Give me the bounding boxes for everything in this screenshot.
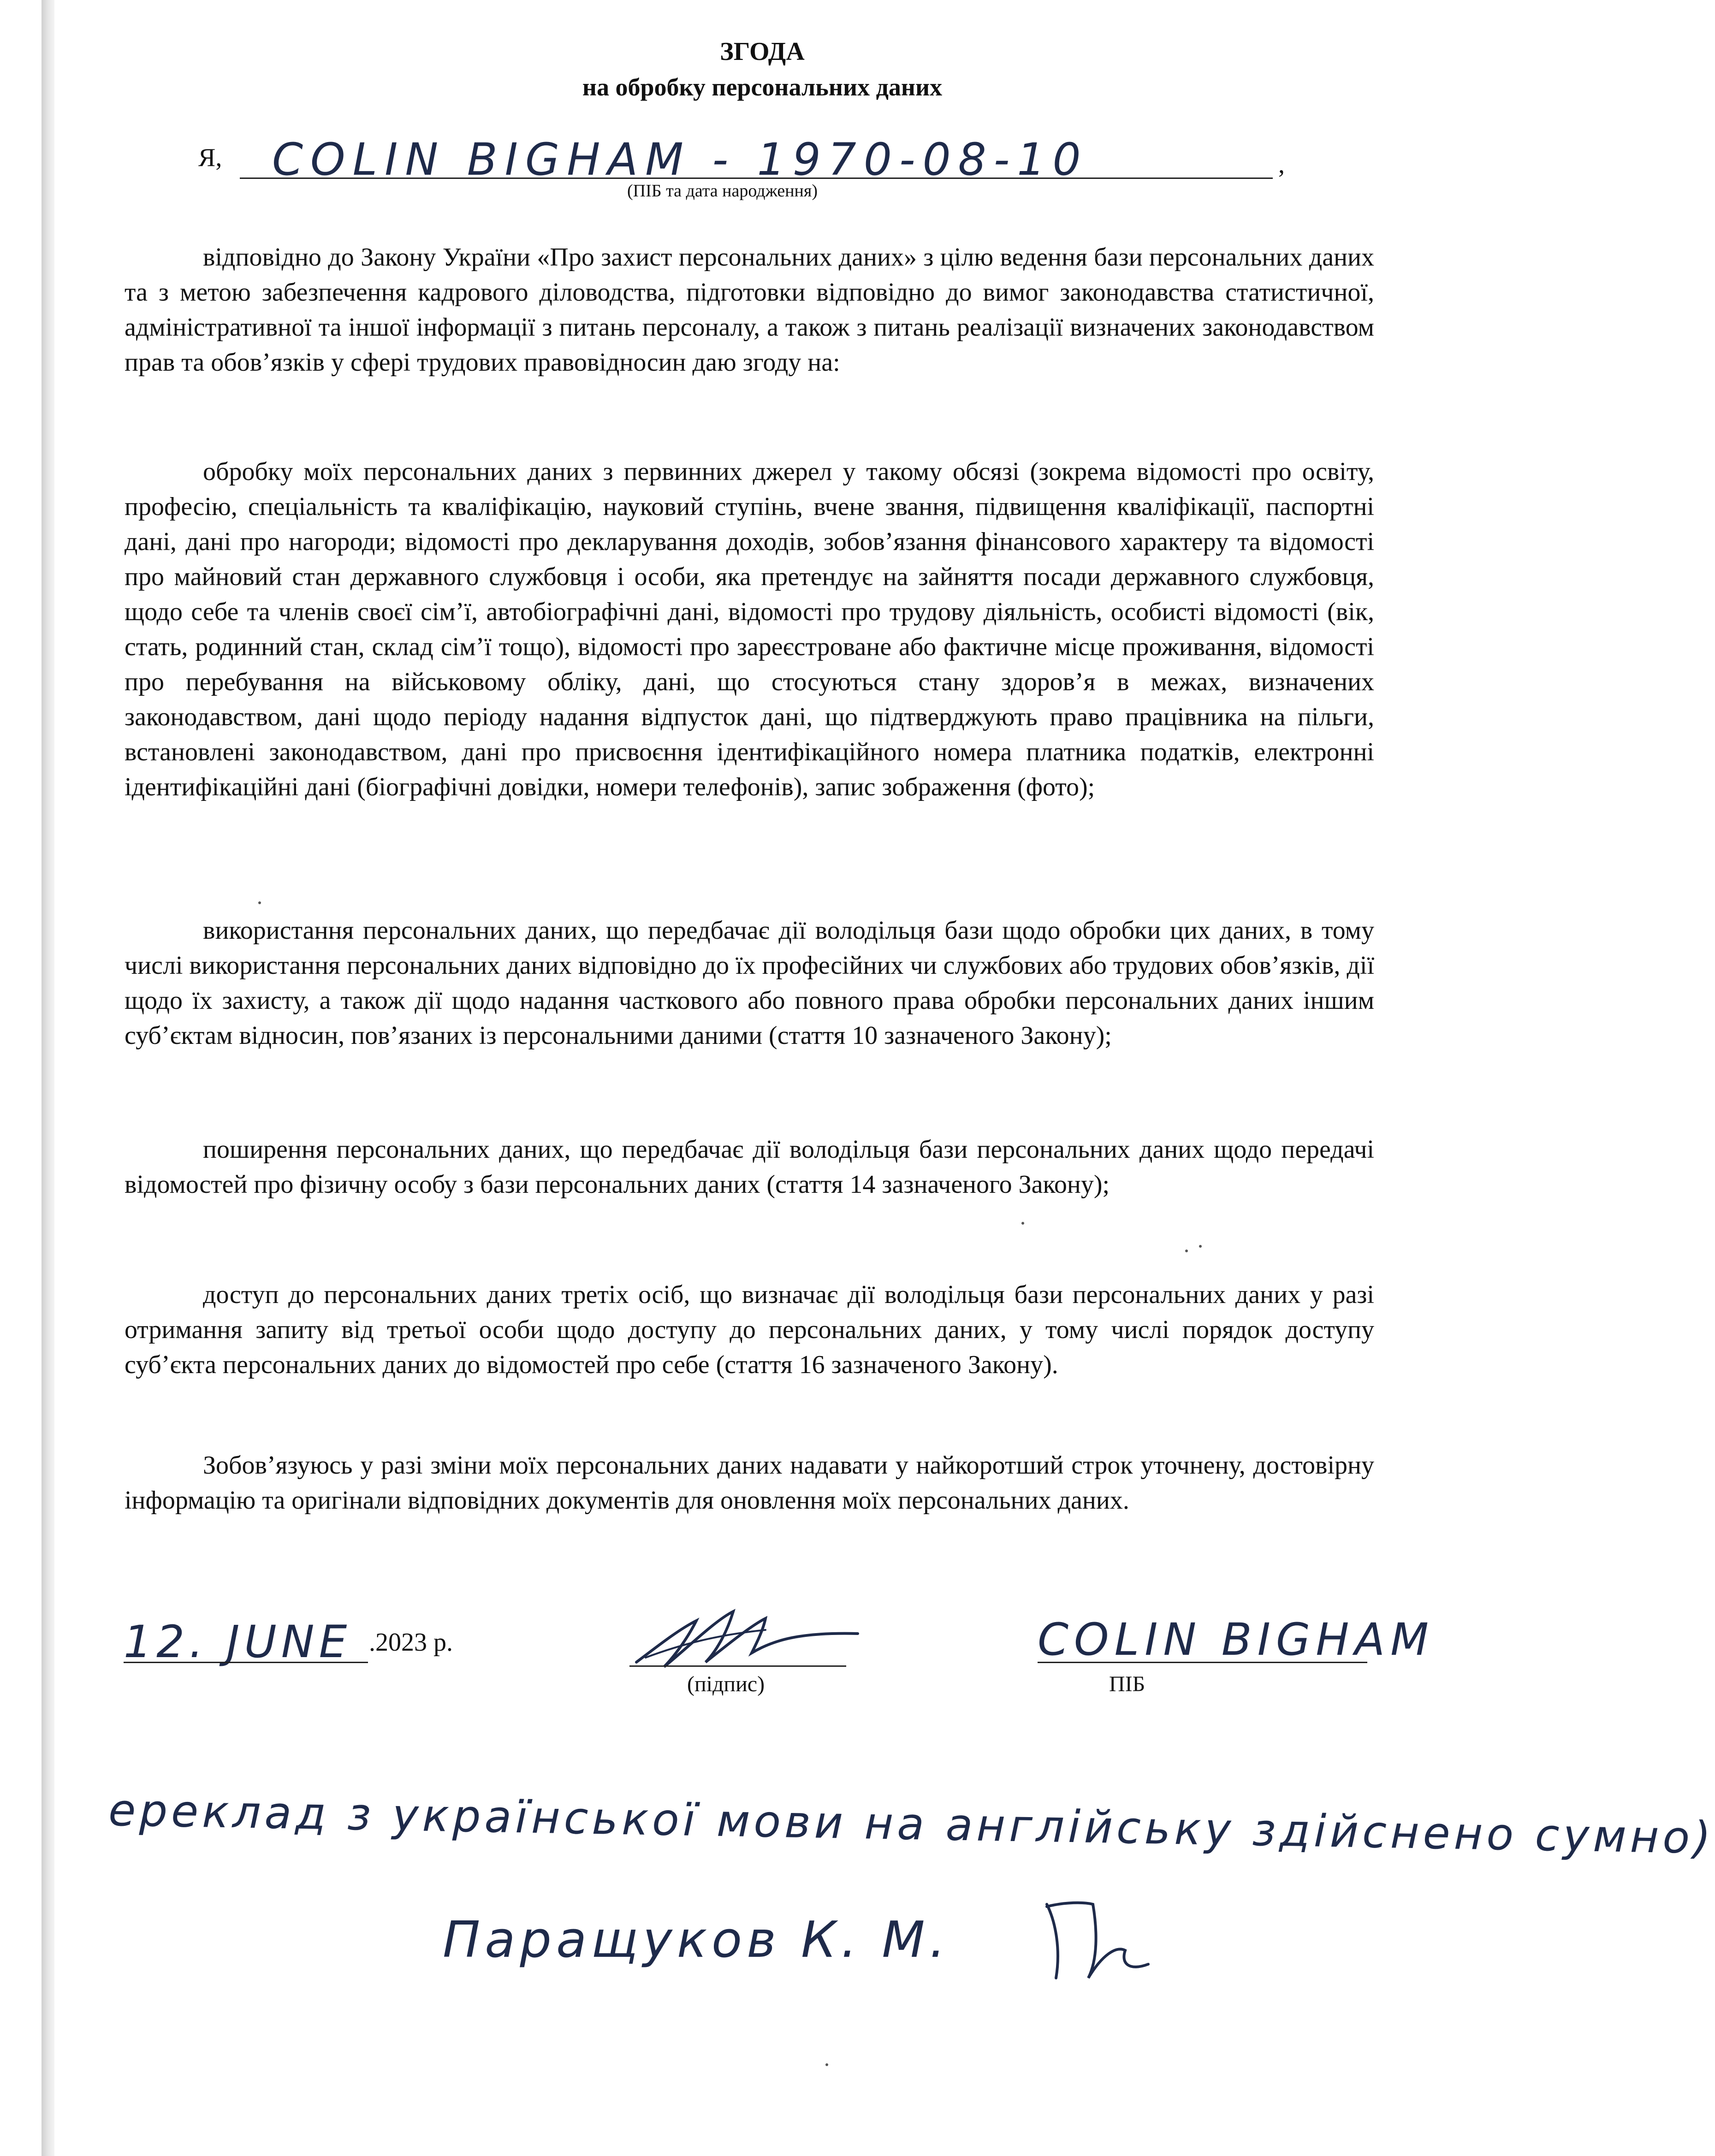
signature-underline: [629, 1665, 846, 1667]
signature-mark: [627, 1593, 867, 1681]
translator-note-line-2: Паращуков К. М.: [443, 1911, 950, 1969]
scan-speck: [825, 2063, 828, 2066]
paragraph-access: доступ до персональних даних третіх осіб, що визначає дії володільця бази персональних даних у разі отримання запиту від третьої особи щодо доступу до персональних даних, у тому числі порядок доступу суб’єкта персональних даних до відомостей про себе (стаття 16 зазначеного Закону).: [125, 1280, 1374, 1379]
date-year: .2023 р.: [369, 1628, 453, 1657]
handwritten-name-and-birthdate: COLIN BIGHAM - 1970-08-10: [272, 134, 1088, 185]
document-subtitle: на обробку персональних даних: [582, 73, 943, 101]
handwritten-full-name: COLIN BIGHAM: [1038, 1614, 1434, 1665]
scan-edge-shadow: [42, 0, 54, 2156]
document-title: ЗГОДА: [720, 37, 805, 66]
translator-note-line-1: ереклад з української мови на англійську здійснено сумно): [108, 1784, 1715, 1864]
paragraph-processing: обробку моїх персональних даних з первинних джерел у такому обсязі (зокрема відомості про освіту, професію, спеціальність та кваліфікацію, науковий ступінь, вчене звання, підвищення кваліфікації, паспортні дані, дані про нагороди; відомості про декларування доходів, зобов’язання фінансового характеру та відомості про майновий стан державного службовця і особи, яка претендує на зайняття посади державного службовця, щодо себе та членів своєї сім’ї, автобіографічні дані, відомості про трудову діяльність, особисті відомості (вік, стать, родинний стан, склад сім’ї тощо), відомості про зареєстроване або фактичне місце проживання, відомості про перебування на військовому обліку, дані, що стосуються стану здоров’я в межах, визначених законодавством, дані щодо періоду надання відпусток дані, що підтверджують право працівника на пільги, встановлені законодавством, дані про присвоєння ідентифікаційного номера платника податків, електронні ідентифікаційні дані (біографічні довідки, номери телефонів), запис зображення (фото);: [125, 457, 1374, 801]
declarant-prefix: Я,: [198, 143, 222, 172]
declarant-comma: ,: [1278, 150, 1285, 179]
full-name-underline: [1038, 1662, 1367, 1663]
translator-signature: [1028, 1886, 1157, 1992]
scan-speck: [1021, 1222, 1024, 1225]
scan-speck: [1199, 1245, 1202, 1248]
paragraph-usage: використання персональних даних, що передбачає дії володільця бази щодо обробки цих даних, в тому числі використання персональних даних відповідно до їх професійних чи службових або трудових обов’язків, дії щодо їх захисту, а також дії щодо надання часткового або повного права обробки персональних даних іншим суб’єктам відносин, пов’язаних із персональними даними (стаття 10 зазначеного Закону);: [125, 916, 1374, 1050]
paragraph-obligation: Зобов’язуюсь у разі зміни моїх персональних даних надавати у найкоротший строк уточнену, достовірну інформацію та оригінали відповідних документів для оновлення моїх персональних даних.: [125, 1451, 1374, 1515]
signature-caption: (підпис): [687, 1672, 765, 1696]
handwritten-date: 12. JUNE: [124, 1616, 352, 1668]
scan-speck: [1185, 1250, 1188, 1252]
full-name-caption: ПІБ: [1109, 1672, 1145, 1696]
date-underline: [124, 1662, 368, 1663]
name-field-caption: (ПІБ та дата народження): [627, 181, 818, 201]
scan-speck: [258, 901, 261, 904]
paragraph-intro: відповідно до Закону України «Про захист персональних даних» з цілю ведення бази персональних даних та з метою забезпечення кадрового діловодства, підготовки відповідно до вимог законодавства статистичної, адміністративної та іншої інформації з питань персоналу, а також з питань реалізації визначених законодавством прав та обов’язків у сфері трудових правовідносин даю згоду на:: [125, 243, 1374, 377]
paragraph-distribution: поширення персональних даних, що передбачає дії володільця бази персональних даних щодо передачі відомостей про фізичну особу з бази персональних даних (стаття 14 зазначеного Закону);: [125, 1135, 1374, 1199]
